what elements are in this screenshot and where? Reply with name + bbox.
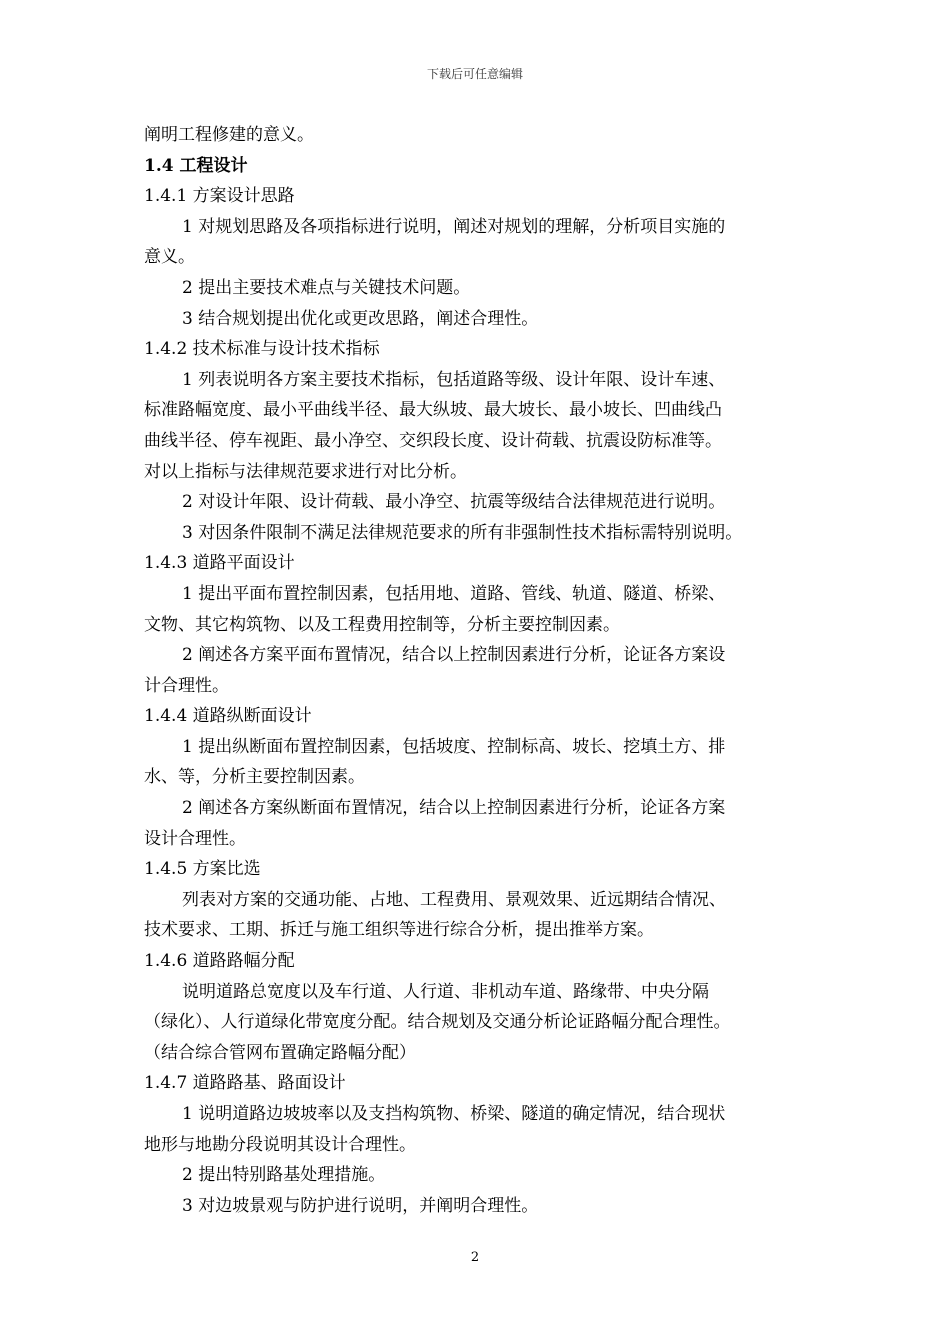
document-body: [144, 120, 816, 1221]
subsection-heading: 1.4.7 道路路基、路面设计: [144, 1073, 346, 1094]
section-heading: 1.4 工程设计: [144, 155, 248, 176]
paragraph-line: 技术要求、工期、拆迁与施工组织等进行综合分析，提出推举方案。: [144, 920, 654, 941]
paragraph-line: 3 结合规划提出优化或更改思路，阐述合理性。: [182, 308, 539, 329]
paragraph-line: 2 对设计年限、设计荷载、最小净空、抗震等级结合法律规范进行说明。: [182, 492, 726, 513]
paragraph-line: 1 提出纵断面布置控制因素，包括坡度、控制标高、坡长、挖填土方、排: [182, 736, 726, 757]
paragraph-line: 设计合理性。: [144, 828, 246, 849]
paragraph-line: 说明道路总宽度以及车行道、人行道、非机动车道、路缘带、中央分隔: [182, 981, 709, 1002]
paragraph-line: 地形与地勘分段说明其设计合理性。: [144, 1134, 416, 1155]
paragraph-line: 3 对因条件限制不满足法律规范要求的所有非强制性技术指标需特别说明。: [182, 522, 743, 543]
subsection-heading: 1.4.4 道路纵断面设计: [144, 706, 312, 727]
paragraph-line: 阐明工程修建的意义。: [144, 125, 314, 145]
page-header: 下载后可任意编辑: [426, 67, 523, 81]
paragraph-line: （绿化）、人行道绿化带宽度分配。结合规划及交通分析论证路幅分配合理性。: [144, 1012, 731, 1033]
subsection-heading: 1.4.2 技术标准与设计技术指标: [144, 339, 380, 360]
paragraph-line: 2 阐述各方案平面布置情况，结合以上控制因素进行分析，论证各方案设: [182, 645, 726, 666]
paragraph-line: 1 提出平面布置控制因素，包括用地、道路、管线、轨道、隧道、桥梁、: [182, 583, 726, 604]
paragraph-line: 2 阐述各方案纵断面布置情况，结合以上控制因素进行分析，论证各方案: [182, 798, 726, 819]
paragraph-line: 文物、其它构筑物、以及工程费用控制等，分析主要控制因素。: [144, 614, 620, 635]
paragraph-line: 1 对规划思路及各项指标进行说明，阐述对规划的理解，分析项目实施的: [182, 216, 726, 237]
paragraph-line: （结合综合管网布置确定路幅分配）: [144, 1042, 416, 1063]
subsection-heading: 1.4.1 方案设计思路: [144, 186, 295, 207]
subsection-heading: 1.4.5 方案比选: [144, 859, 261, 880]
paragraph-line: 对以上指标与法律规范要求进行对比分析。: [144, 461, 467, 482]
page-number: 2: [470, 1250, 480, 1265]
paragraph-line: 1 列表说明各方案主要技术指标，包括道路等级、设计年限、设计车速、: [182, 369, 726, 390]
paragraph-line: 列表对方案的交通功能、占地、工程费用、景观效果、近远期结合情况、: [182, 889, 726, 910]
paragraph-line: 意义。: [144, 247, 195, 268]
subsection-heading: 1.4.6 道路路幅分配: [144, 951, 295, 972]
paragraph-line: 3 对边坡景观与防护进行说明，并阐明合理性。: [182, 1195, 539, 1216]
subsection-heading: 1.4.3 道路平面设计: [144, 553, 295, 574]
paragraph-line: 曲线半径、停车视距、最小净空、交织段长度、设计荷载、抗震设防标准等。: [144, 430, 722, 451]
paragraph-line: 标准路幅宽度、最小平曲线半径、最大纵坡、最大坡长、最小坡长、凹曲线凸: [144, 400, 722, 421]
paragraph-line: 水、等，分析主要控制因素。: [144, 767, 365, 788]
paragraph-line: 1 说明道路边坡坡率以及支挡构筑物、桥梁、隧道的确定情况，结合现状: [182, 1104, 726, 1124]
paragraph-line: 计合理性。: [144, 675, 229, 696]
paragraph-line: 2 提出特别路基处理措施。: [182, 1165, 386, 1186]
paragraph-line: 2 提出主要技术难点与关键技术问题。: [182, 277, 471, 298]
